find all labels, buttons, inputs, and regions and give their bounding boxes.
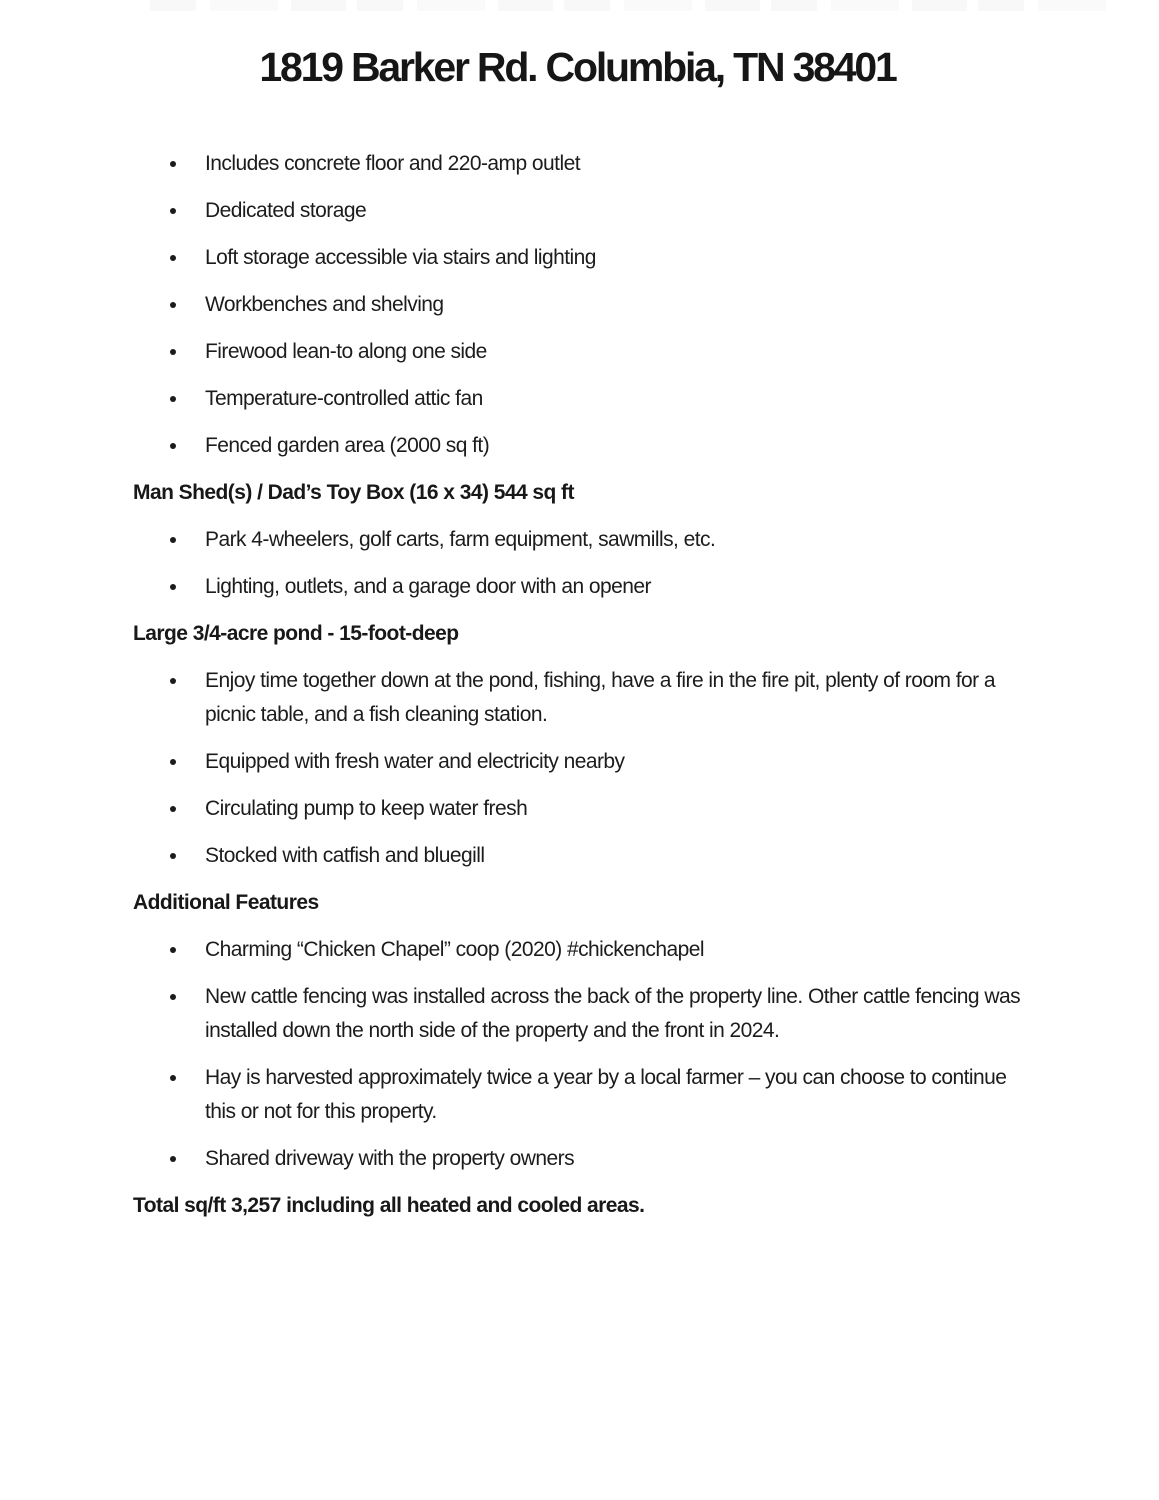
page-edge-artifact: [150, 0, 1114, 11]
list-item-text: Temperature-controlled attic fan: [205, 387, 483, 410]
list-item: [133, 288, 1022, 322]
list-item: [133, 194, 1022, 228]
document-section: [133, 617, 1022, 873]
list-item-text: Fenced garden area (2000 sq ft): [205, 434, 490, 457]
bullet-icon: [170, 443, 176, 449]
list-item: [133, 335, 1022, 369]
total-sqft-line: Total sq/ft 3,257 including all heated and cooled areas.: [133, 1194, 645, 1217]
list-item-text: Dedicated storage: [205, 199, 367, 222]
bullet-icon: [170, 537, 176, 543]
section-header: Large 3/4-acre pond - 15-foot-deep: [133, 622, 459, 645]
section-header: Man Shed(s) / Dad’s Toy Box (16 x 34) 544 sq ft: [133, 481, 574, 504]
list-item-text: Includes concrete floor and 220-amp outlet: [205, 152, 580, 175]
bullet-icon: [170, 947, 176, 953]
document-section: [133, 886, 1022, 1176]
bullet-icon: [170, 678, 176, 684]
bullet-icon: [170, 161, 176, 167]
list-item-text: Loft storage accessible via stairs and lighting: [205, 246, 596, 269]
bullet-icon: [170, 1075, 176, 1081]
bullet-icon: [170, 208, 176, 214]
list-item-text: Circulating pump to keep water fresh: [205, 797, 528, 820]
list-item: [133, 664, 1022, 732]
sections-container: [133, 147, 1022, 1176]
document-section: [133, 476, 1022, 604]
list-item: [133, 980, 1022, 1048]
list-item: [133, 570, 1022, 604]
list-item-text: Enjoy time together down at the pond, fishing, have a fire in the fire pit, plenty of room for a picnic table, and a fish cleaning station.: [205, 669, 996, 726]
document-section: [133, 147, 1022, 463]
list-item: [133, 429, 1022, 463]
list-item-text: Shared driveway with the property owners: [205, 1147, 575, 1170]
bullet-icon: [170, 349, 176, 355]
bullet-icon: [170, 302, 176, 308]
bullet-icon: [170, 255, 176, 261]
section-header: Additional Features: [133, 891, 319, 914]
list-item: [133, 1061, 1022, 1129]
list-item-text: Hay is harvested approximately twice a year by a local farmer – you can choose to continue this or not for this property.: [205, 1066, 1007, 1123]
bullet-icon: [170, 806, 176, 812]
bullet-icon: [170, 584, 176, 590]
list-item: [133, 241, 1022, 275]
bullet-icon: [170, 1156, 176, 1162]
list-item-text: Firewood lean-to along one side: [205, 340, 487, 363]
list-item-text: Lighting, outlets, and a garage door with an opener: [205, 575, 651, 598]
bullet-icon: [170, 759, 176, 765]
bullet-icon: [170, 396, 176, 402]
list-item-text: Stocked with catfish and bluegill: [205, 844, 485, 867]
list-item-text: New cattle fencing was installed across the back of the property line. Other cattle fencing was installed down the north side of the property and the front in 2024.: [205, 985, 1021, 1042]
list-item: [133, 1142, 1022, 1176]
list-item: [133, 745, 1022, 779]
list-item: [133, 523, 1022, 557]
list-item: [133, 792, 1022, 826]
page-title: 1819 Barker Rd. Columbia, TN 38401: [259, 44, 896, 90]
list-item-text: Charming “Chicken Chapel” coop (2020) #chickenchapel: [205, 938, 705, 961]
list-item: [133, 147, 1022, 181]
list-item-text: Workbenches and shelving: [205, 293, 444, 316]
list-item: [133, 839, 1022, 873]
bullet-icon: [170, 853, 176, 859]
list-item-text: Park 4-wheelers, golf carts, farm equipment, sawmills, etc.: [205, 528, 716, 551]
list-item: [133, 933, 1022, 967]
bullet-icon: [170, 994, 176, 1000]
list-item: [133, 382, 1022, 416]
list-item-text: Equipped with fresh water and electricity nearby: [205, 750, 625, 773]
